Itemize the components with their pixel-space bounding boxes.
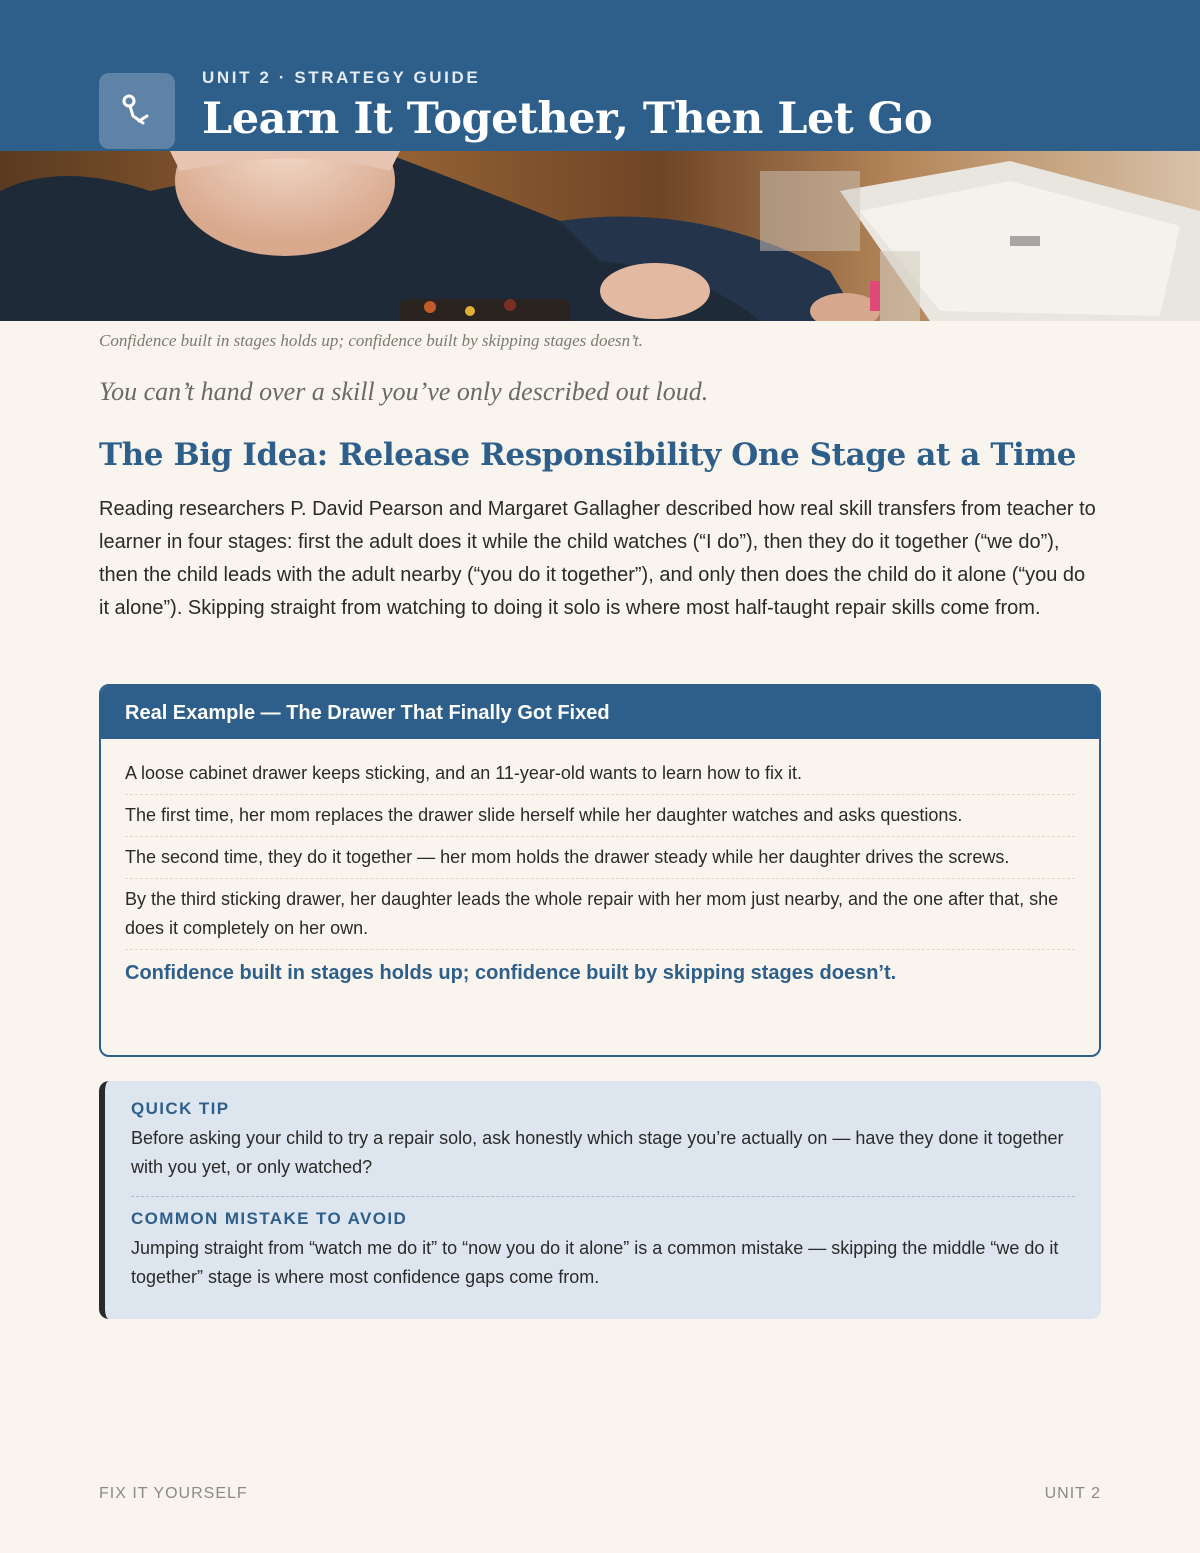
quick-tip-text: Before asking your child to try a repair solo, ask honestly which stage you’re actually on — have they done it together with you yet, or only watched? <box>131 1128 1064 1177</box>
mistake-label: COMMON MISTAKE TO AVOID <box>131 1209 408 1228</box>
photo-caption: Confidence built in stages holds up; confidence built by skipping stages doesn’t. <box>99 331 643 350</box>
mistake-text: Jumping straight from “watch me do it” to “now you do it alone” is a common mistake — skipping the middle “we do it together” stage is where most confidence gaps come from. <box>131 1238 1059 1287</box>
example-conclusion: Confidence built in stages holds up; confidence built by skipping stages doesn’t. <box>125 962 897 984</box>
example-step: The first time, her mom replaces the drawer slide herself while her daughter watches and asks questions. <box>125 795 1075 837</box>
example-step: By the third sticking drawer, her daughter leads the whole repair with her mom just nearby, and the one after that, she does it completely on her own. <box>125 879 1075 950</box>
example-step: The second time, they do it together — her mom holds the drawer steady while her daughter drives the screws. <box>125 837 1075 879</box>
unit-logo <box>99 73 175 149</box>
section-body: Reading researchers P. David Pearson and Margaret Gallagher described how real skill transfers from teacher to learner in four stages: first the adult does it while the child watches (“I do”), then they do it together (“we do”), then the child leads with the adult nearby (“you do it together”), and only then does the child do it alone (“you do it alone”). Skipping straight from watching to doing it solo is where most half-taught repair skills come from. <box>99 498 1096 619</box>
repair-tool-icon <box>117 91 157 131</box>
footer-right: UNIT 2 <box>1044 1485 1101 1502</box>
example-title: Real Example — The Drawer That Finally Got Fixed <box>101 686 1099 739</box>
lead-quote: You can’t hand over a skill you’ve only described out loud. <box>99 377 709 406</box>
hero-photo <box>0 151 1200 321</box>
quick-tip-label: QUICK TIP <box>131 1099 230 1118</box>
child-working-photo <box>0 151 1200 321</box>
example-step: A loose cabinet drawer keeps sticking, and an 11-year-old wants to learn how to fix it. <box>125 753 1075 795</box>
footer-left: FIX IT YOURSELF <box>99 1485 248 1502</box>
tips-box <box>99 1081 1101 1319</box>
tip-divider <box>131 1196 1075 1197</box>
unit-kicker: UNIT 2 · STRATEGY GUIDE <box>202 68 481 87</box>
example-body <box>101 739 1099 985</box>
example-card <box>99 684 1101 1057</box>
section-heading: The Big Idea: Release Responsibility One Stage at a Time <box>99 437 1077 473</box>
page-title: Learn It Together, Then Let Go <box>202 94 933 144</box>
